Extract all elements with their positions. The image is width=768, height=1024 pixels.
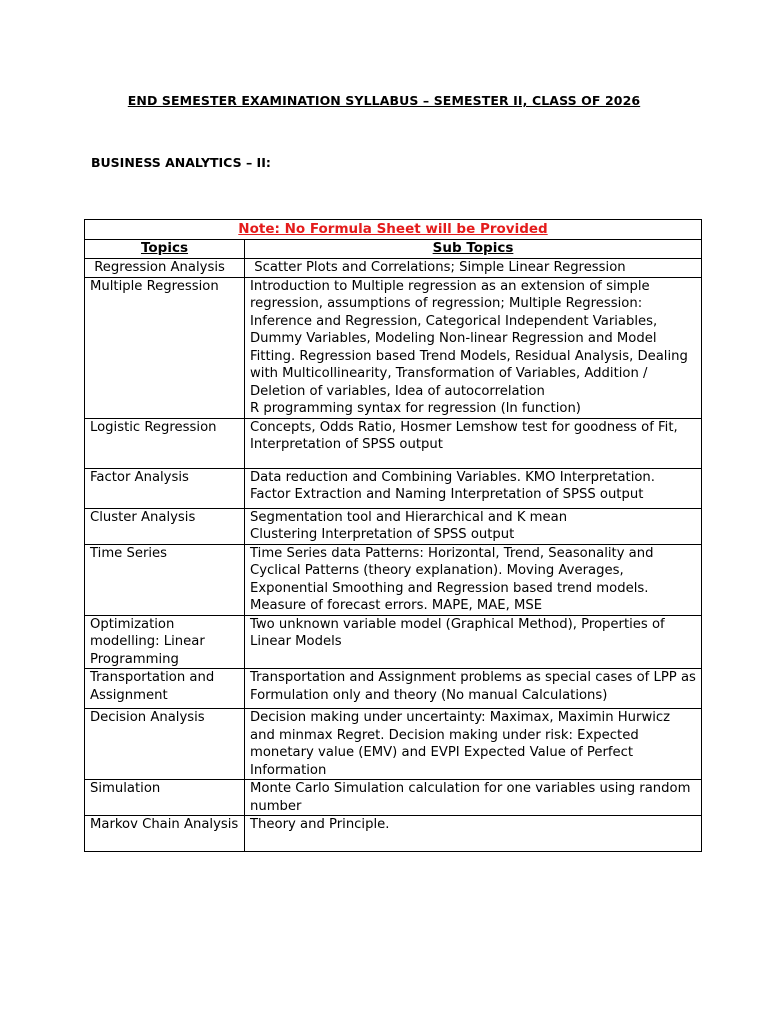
table-row [85,615,702,669]
table-row [85,816,702,852]
subtopic-cell: Time Series data Patterns: Horizontal, Trend, Seasonality and Cyclical Patterns (theory explanation). Moving Averages, Exponential Smoothing and Regression based trend models. Measure of forecast errors. MAPE, MAE, MSE [245,544,702,615]
column-header-topics: Topics [85,239,245,258]
topic-cell: Multiple Regression [85,277,245,418]
subtopic-cell: Introduction to Multiple regression as an extension of simple regression, assumptions of regression; Multiple Regression: Inference and Regression, Categorical Independent Variables, Dummy Variables, Modeling Non-linear Regression and Model Fitting. Regression based Trend Models, Residual Analysis, Dealing with Multicollinearity, Transformation of Variables, Addition / Deletion of variables, Idea of autocorrelation R programming syntax for regression (ln function) [245,277,702,418]
formula-sheet-note: Note: No Formula Sheet will be Provided [85,220,702,240]
topic-cell: Decision Analysis [85,709,245,780]
subtopic-cell: Concepts, Odds Ratio, Hosmer Lemshow test for goodness of Fit, Interpretation of SPSS output [245,418,702,468]
subtopic-cell: Data reduction and Combining Variables. KMO Interpretation. Factor Extraction and Naming Interpretation of SPSS output [245,468,702,508]
topic-cell: Cluster Analysis [85,508,245,544]
table-row [85,468,702,508]
topic-cell: Logistic Regression [85,418,245,468]
header-row [85,239,702,258]
document-heading: END SEMESTER EXAMINATION SYLLABUS – SEMESTER II, CLASS OF 2026 [127,93,641,108]
topic-cell: Markov Chain Analysis [85,816,245,852]
table-row [85,669,702,709]
subtopic-cell: Monte Carlo Simulation calculation for one variables using random number [245,780,702,816]
subtopic-cell: Decision making under uncertainty: Maximax, Maximin Hurwicz and minmax Regret. Decision making under risk: Expected monetary value (EMV) and EVPI Expected Value of Perfect Information [245,709,702,780]
subtopic-cell: Segmentation tool and Hierarchical and K mean Clustering Interpretation of SPSS output [245,508,702,544]
table-row [85,508,702,544]
syllabus-table [84,219,702,852]
subtopic-cell: Scatter Plots and Correlations; Simple Linear Regression [245,258,702,277]
subtopic-cell: Two unknown variable model (Graphical Method), Properties of Linear Models [245,615,702,669]
topic-cell: Factor Analysis [85,468,245,508]
table-row [85,418,702,468]
topic-cell: Regression Analysis [85,258,245,277]
topic-cell: Transportation and Assignment [85,669,245,709]
topic-cell: Optimization modelling: Linear Programming [85,615,245,669]
topic-cell: Simulation [85,780,245,816]
topic-cell: Time Series [85,544,245,615]
subtopic-cell: Theory and Principle. [245,816,702,852]
subtopic-cell: Transportation and Assignment problems as special cases of LPP as Formulation only and theory (No manual Calculations) [245,669,702,709]
table-row [85,277,702,418]
table-row [85,709,702,780]
table-row [85,258,702,277]
table-row [85,780,702,816]
column-header-sub-topics: Sub Topics [245,239,702,258]
note-row [85,220,702,240]
table-row [85,544,702,615]
subject-title: BUSINESS ANALYTICS – II: [91,155,271,170]
